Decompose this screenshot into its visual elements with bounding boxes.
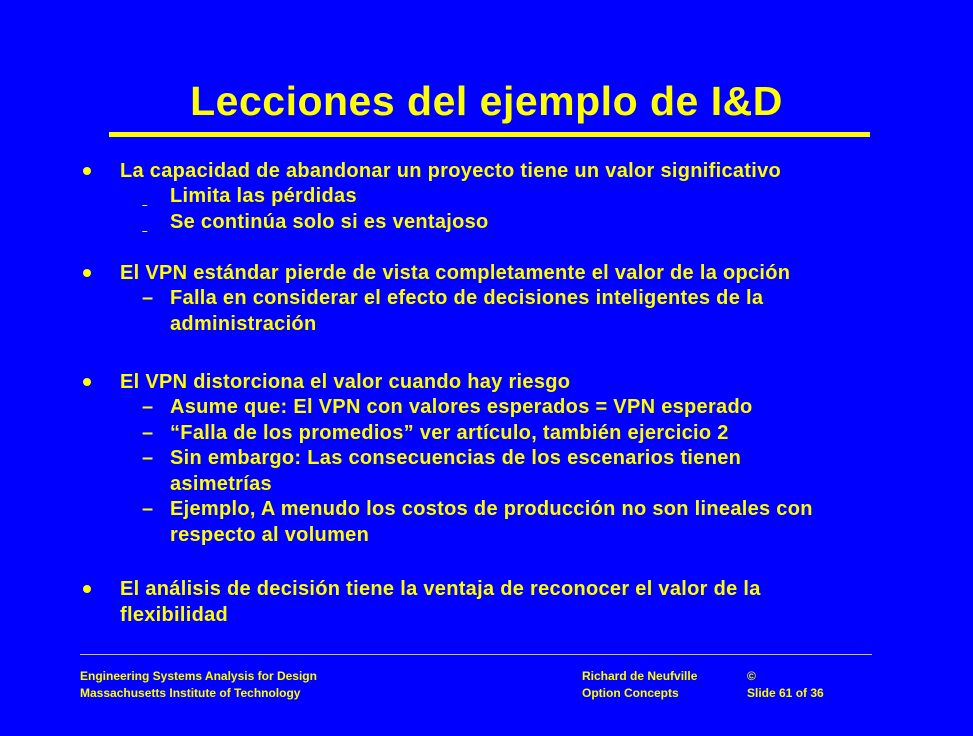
dash-icon: – [142, 447, 154, 469]
bullet-label: flexibilidad [120, 604, 229, 626]
title-underline [109, 132, 870, 137]
footer-course-title: Engineering Systems Analysis for Design [80, 669, 317, 683]
sub-item [80, 497, 813, 523]
sub-item [80, 446, 813, 472]
footer-divider [80, 654, 872, 655]
sub-item-continuation [80, 312, 790, 338]
footer-slide-info [747, 668, 824, 702]
sub-item [80, 184, 781, 210]
sub-item-label: asimetrías [170, 472, 272, 495]
bullet-2 [80, 260, 790, 337]
sub-item-label: respecto al volumen [170, 523, 370, 546]
bullet-1 [80, 158, 781, 235]
sub-item [80, 421, 813, 447]
sub-item-label: administración [170, 312, 317, 335]
dash-icon: – [142, 287, 154, 309]
copyright-icon: © [747, 669, 756, 683]
footer-author-name: Richard de Neufville [582, 669, 698, 683]
dash-icon: – [142, 396, 154, 418]
slide-number: Slide 61 of 36 [747, 686, 824, 700]
bullet-text [80, 369, 813, 395]
dash-icon: – [142, 498, 154, 520]
bullet-3 [80, 369, 813, 548]
bullet-dot-icon [83, 585, 91, 593]
sub-item [80, 210, 781, 236]
bullet-4 [80, 576, 761, 628]
bullet-label: El VPN distorciona el valor cuando hay riesgo [120, 371, 571, 393]
bullet-text-continuation [80, 602, 761, 628]
sub-item-label: Asume que: El VPN con valores esperados = VPN esperado [170, 396, 753, 418]
sub-item-label: Sin embargo: Las consecuencias de los escenarios tienen [170, 447, 742, 469]
dash-icon: – [142, 225, 148, 237]
sub-item-label: Falla en considerar el efecto de decisiones inteligentes de la [170, 287, 764, 309]
footer-topic: Option Concepts [582, 686, 679, 700]
bullet-dot-icon [83, 378, 91, 386]
bullet-dot-icon [83, 269, 91, 277]
bullet-label: El VPN estándar pierde de vista completamente el valor de la opción [120, 262, 791, 284]
bullet-text [80, 260, 790, 286]
slide-title: Lecciones del ejemplo de I&D [190, 78, 783, 124]
sub-item-label: Se continúa solo si es ventajoso [170, 210, 489, 233]
sub-item-label: Ejemplo, A menudo los costos de producción no son lineales con [170, 498, 813, 520]
sub-item-label: Limita las pérdidas [170, 185, 357, 207]
sub-item-continuation [80, 523, 813, 549]
sub-item-label: “Falla de los promedios” ver artículo, también ejercicio 2 [170, 421, 729, 444]
dash-icon: – [142, 421, 154, 444]
sub-item [80, 286, 790, 312]
footer-author [582, 668, 697, 702]
bullet-dot-icon [83, 167, 91, 175]
sub-item [80, 395, 813, 421]
sub-item-continuation [80, 472, 813, 498]
footer-institution: Massachusetts Institute of Technology [80, 686, 301, 700]
bullet-text [80, 158, 781, 184]
footer-course [80, 668, 317, 702]
bullet-label: El análisis de decisión tiene la ventaja de reconocer el valor de la [120, 578, 761, 600]
bullet-text [80, 576, 761, 602]
bullet-label: La capacidad de abandonar un proyecto tiene un valor significativo [120, 160, 782, 182]
dash-icon: – [142, 200, 148, 211]
